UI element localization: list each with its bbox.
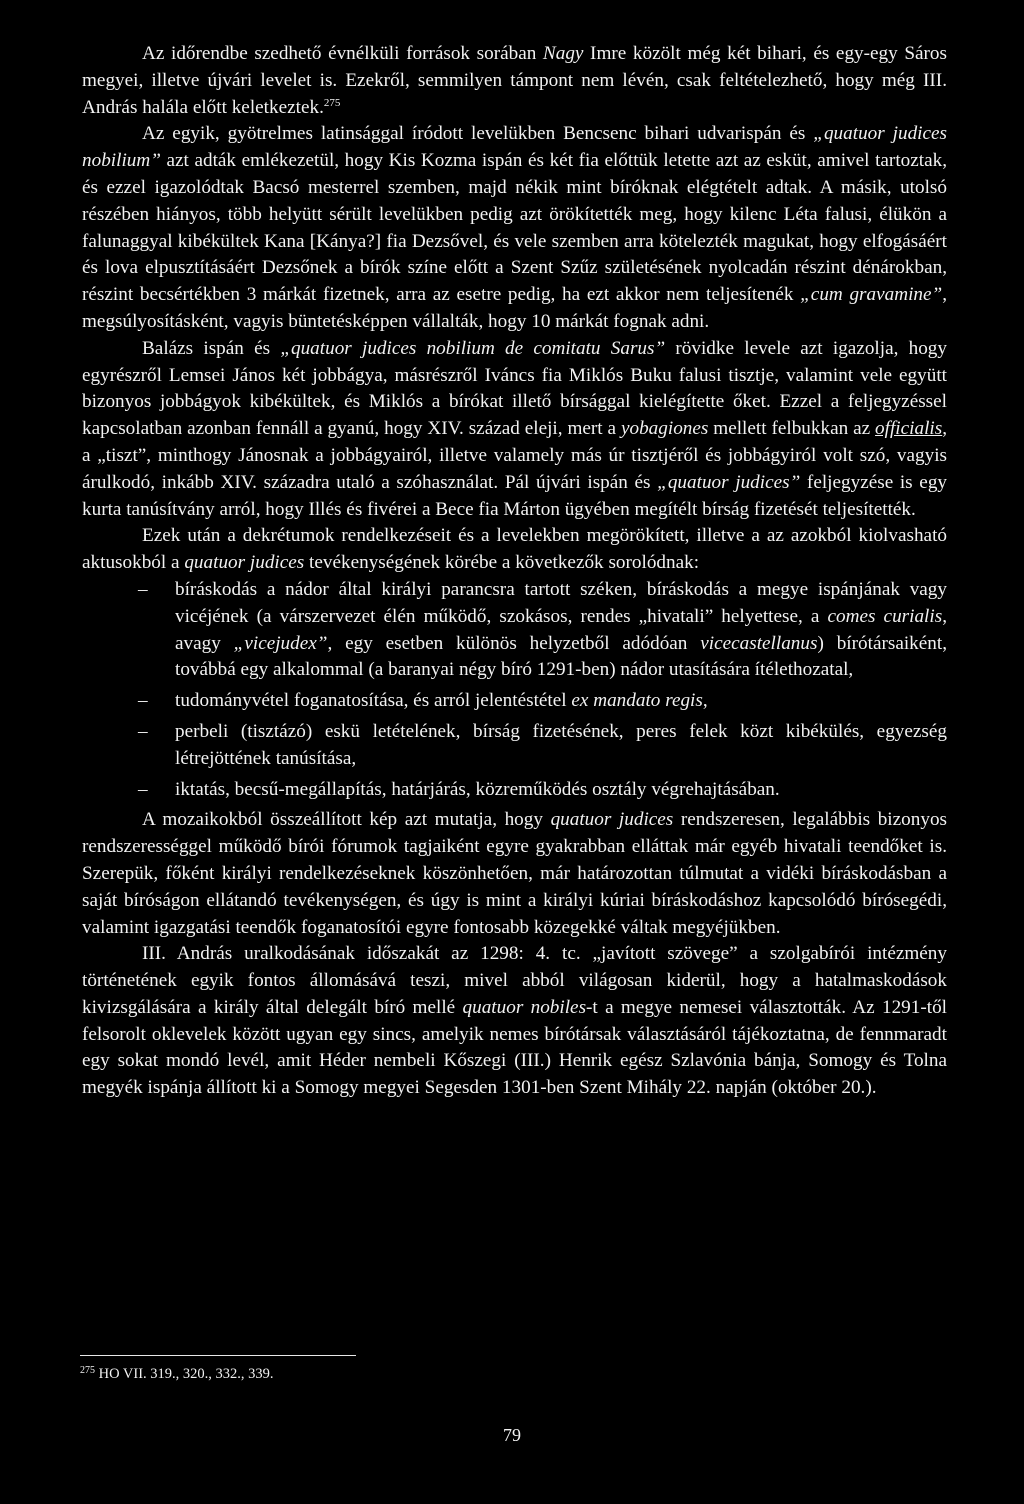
text-run: Az egyik, gyötrelmes latinsággal íródott levelükben Bencsenc bihari udvarispán és (142, 123, 814, 145)
list-dash: – (138, 578, 148, 600)
activity-list (82, 577, 947, 803)
list-dash: – (138, 720, 148, 742)
text-run: , avagy (175, 605, 947, 654)
text-run: rövidke levele azt igazolja, hogy egyrészről Lemsei János két jobbágya, másrészről Iváncs fia Miklós Buku falusi tisztje, valamint vele együtt bizonyos jobbágyok kibékültek, és Miklós a bírókat illető bírsággal kielégítette őket. Ezzel a feljegyzéssel kapcsolatban azonban fennáll a gyanú, hogy XIV. század eleji, mert a (82, 337, 947, 440)
italic-text: officialis (875, 418, 943, 440)
list-item (82, 777, 947, 804)
text-run: tudományvétel foganatosítása, és arról jelentéstétel (175, 690, 572, 712)
text-run: iktatás, becsű-megállapítás, határjárás, közreműködés osztály végrehajtásában. (175, 778, 780, 800)
paragraph (82, 121, 947, 335)
text-run: rendszeresen, legalábbis bizonyos rendszerességgel működő bírói fórumok tagjaiként egyre gyakrabban elláttak már egyéb hivatali teendőket is. Szerepük, főként királyi rendelkezéseknek köszönhetően, már határozottan túlmutat a vidéki bíráskodásban a saját bíróságon ellátandó tevékenységen, és úgy is mint a királyi kúriai bíráskodáshoz kapcsolódó bírósegédi, valamint igazgatási teendők foganatosítói egyre fontosabb közegekké váltak megyéjükben. (82, 809, 947, 938)
list-item (82, 688, 947, 715)
italic-text: „quatuor judices” (657, 471, 801, 493)
text-run: ) bírótársaiként, továbbá egy alkalommal (a baranyai négy bíró 1291-ben) nádor utasítására ítélethozatal, (175, 632, 947, 681)
paragraph (82, 523, 947, 577)
footnote-number: 275 (80, 1365, 95, 1376)
italic-text: yobagiones (620, 418, 709, 440)
italic-text: ex mandato regis (571, 690, 703, 712)
text-run: feljegyzése is egy kurta tanúsítvány arról, hogy Illés és fivérei a Bece fia Márton ügyében megítélt bírság fizetését teljesítették. (82, 471, 948, 520)
paragraph (82, 807, 947, 941)
italic-text: „quatuor judices nobilium” (82, 123, 947, 172)
text-run: Ezek után a dekrétumok rendelkezéseit és a levelekben megörökített, illetve a az azokból kiolvasható aktusokból a (82, 525, 947, 574)
list-dash: – (138, 690, 148, 712)
main-text (82, 41, 947, 1102)
italic-text: quatuor judices (550, 809, 674, 831)
text-run: Balázs ispán és (142, 337, 281, 359)
italic-text: „quatuor judices nobilium de comitatu Sarus” (280, 337, 666, 359)
list-item (82, 719, 947, 773)
text-run: , (702, 690, 708, 712)
text-run: , a „tiszt”, minthogy Jánosnak a jobbágyairól, illetve valamely más úr tisztjéről és jobbágyiról volt szó, vagyis árulkodó, inkább XIV. századra utaló a szóhasználat. Pál újvári ispán és (82, 418, 947, 493)
italic-text: vicecastellanus (700, 632, 818, 654)
italic-text: quatuor judices (184, 552, 305, 574)
text-run: III. András uralkodásának időszakát az 1298: 4. tc. „javított szövege” a szolgabírói intézmény történetének egyik fontos állomásává teszi, mivel abból világosan kiderül, hogy a hatalmaskodások kivizsgálására a király által delegált bíró mellé (82, 943, 947, 1018)
italic-text: Nagy (542, 43, 584, 64)
paragraph (82, 41, 947, 121)
body-paragraphs-after (82, 807, 947, 1102)
italic-text: comes curialis (827, 605, 943, 627)
italic-text: „vicejudex” (233, 632, 328, 654)
text-run: bíráskodás a nádor által királyi parancsra tartott széken, bíráskodás a megye ispánjának vagy vicéjének (a várszervezet élén működő, szokásos, rendes „hivatali” helyettese, a (175, 578, 947, 627)
text-run: Imre közölt még két bihari, és egy-egy Sáros megyei, illetve újvári levelet is. Ezekről, semmilyen támpont nem lévén, csak feltételezhető, hogy még III. András halála előtt keletkeztek. (82, 43, 947, 118)
list-dash: – (138, 778, 148, 800)
text-run: A mozaikokból összeállított kép azt mutatja, hogy (142, 809, 551, 831)
italic-text: quatuor nobiles (462, 996, 587, 1018)
text-run: Az időrendbe szedhető évnélküli források sorában (142, 43, 543, 64)
body-paragraphs (82, 41, 947, 577)
text-run: , megsúlyosításként, vagyis büntetésképpen vállalták, hogy 10 márkát fognak adni. (82, 284, 947, 332)
paragraph (82, 941, 947, 1102)
text-run: -t a megye nemesei választották. Az 1291-től felsorolt oklevelek között ugyan egy sincs, amelyik nemes bírótársak választásáról tájékoztatna, de fennmaradt egy sokat mondó levél, amit Héder nembeli Kőszegi (III.) Henrik egész Szlavónia bánja, Somogy és Tolna megyék ispánja állított ki a Somogy megyei Segesden 1301-ben Szent Mihály 22. napján (október 20.). (82, 996, 948, 1099)
text-run: , egy esetben különös helyzetből adódóan (327, 632, 701, 654)
italic-text: „cum gravamine” (800, 284, 943, 306)
text-run: azt adták emlékezetül, hogy Kis Kozma ispán és két fia előttük letette azt az esküt, amivel tartoztak, és ezzel igazolódtak Bacsó mesterrel szemben, majd nékik mint bíróknak elégtételt adtak. A másik, utolsó részében hiányos, több helyütt sérült levelükben pedig azt örökítették meg, hogy kilenc Léta falusi, élükön a falunaggyal kibékültek Kana [Kánya?] fia Dezsővel, és vele szemben arra kötelezték magukat, hogy elfogásáért és lova elpusztításáért Dezsőnek a bírók színe előtt a Szent Szűz születésének nyolcadán részint dénárokban, részint becsértékben 3 márkát fizetnek, arra az esetre pedig, ha ezt akkor nem teljesítenék (82, 150, 947, 306)
list-item (82, 577, 947, 684)
page-number: 79 (503, 1425, 521, 1445)
text-run: tevékenységének körébe a következők sorolódnak: (304, 552, 700, 574)
text-run: mellett felbukkan az (708, 418, 876, 440)
footnote-text: HO VII. 319., 320., 332., 339. (95, 1366, 274, 1382)
footnote-separator (80, 1355, 356, 1356)
footnote-ref: 275 (323, 96, 341, 109)
paragraph (82, 336, 947, 524)
text-run: perbeli (tisztázó) eskü letételének, bírság fizetésének, peres felek közt kibékülés, egyezség létrejöttének tanúsítása, (175, 720, 947, 769)
footnote (80, 1364, 680, 1384)
